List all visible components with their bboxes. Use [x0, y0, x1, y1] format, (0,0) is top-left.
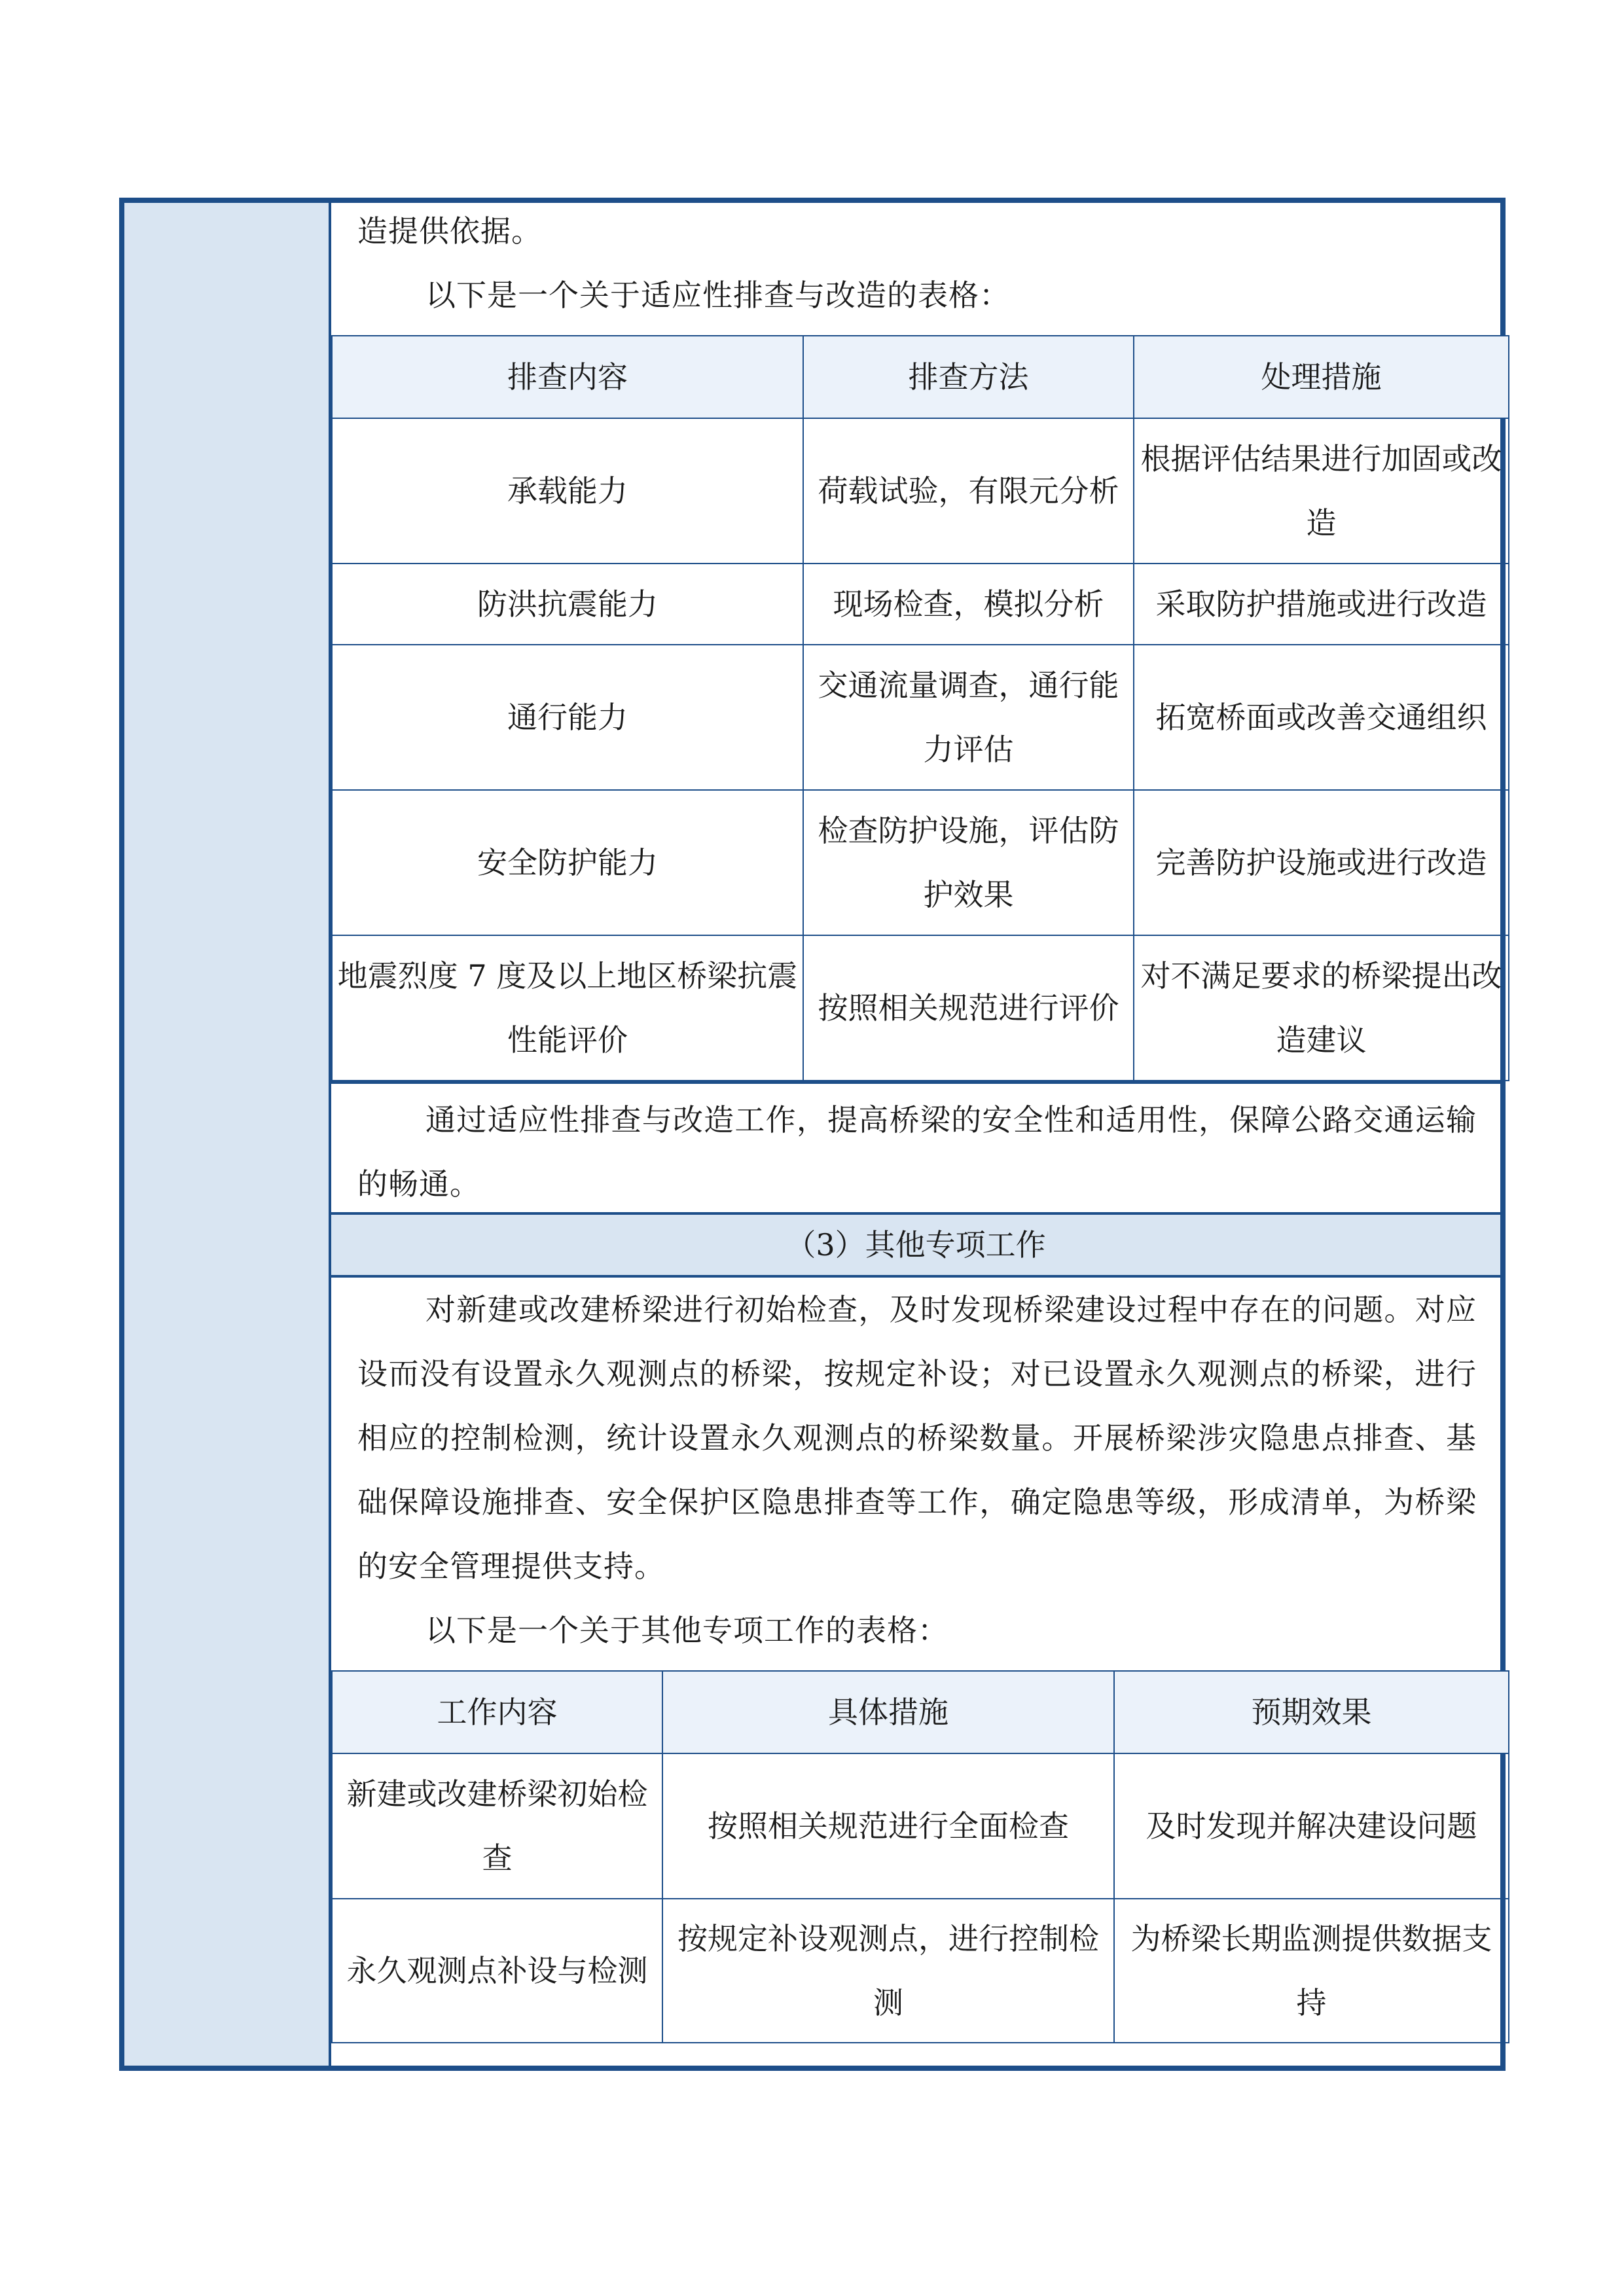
- summary-paragraph: 通过适应性排查与改造工作，提高桥梁的安全性和适用性，保障公路交通运输的畅通。: [331, 1081, 1500, 1212]
- table-cell: 地震烈度 7 度及以上地区桥梁抗震性能评价: [332, 935, 803, 1081]
- table-cell: 对不满足要求的桥梁提出改造建议: [1134, 935, 1509, 1081]
- table-header-cell: 具体措施: [662, 1671, 1114, 1753]
- table2-intro: 以下是一个关于其他专项工作的表格：: [425, 1613, 948, 1648]
- table-cell: 按照相关规范进行全面检查: [662, 1753, 1114, 1899]
- table-header-cell: 处理措施: [1134, 336, 1509, 418]
- table-row: [332, 418, 1509, 564]
- table-cell: 根据评估结果进行加固或改造: [1134, 418, 1509, 564]
- table-header-row: [332, 336, 1509, 418]
- document-frame: [119, 198, 1506, 2071]
- content-column: [331, 203, 1500, 2066]
- table-row: [332, 935, 1509, 1081]
- table-row: [332, 645, 1509, 790]
- special-work-table: [331, 1670, 1509, 2043]
- table-row: [332, 790, 1509, 935]
- table-cell: 检查防护设施，评估防护效果: [803, 790, 1134, 935]
- table-header-cell: 排查内容: [332, 336, 803, 418]
- table-cell: 安全防护能力: [332, 790, 803, 935]
- table-cell: 现场检查，模拟分析: [803, 564, 1134, 645]
- table-header-cell: 工作内容: [332, 1671, 662, 1753]
- adaptability-table: [331, 335, 1509, 1081]
- table-cell: 防洪抗震能力: [332, 564, 803, 645]
- table-cell: 拓宽桥面或改善交通组织: [1134, 645, 1509, 790]
- intro-line-1: 造提供依据。: [357, 213, 542, 249]
- table-cell: 承载能力: [332, 418, 803, 564]
- table-header-cell: 排查方法: [803, 336, 1134, 418]
- table-header-cell: 预期效果: [1114, 1671, 1509, 1753]
- table-cell: 交通流量调查，通行能力评估: [803, 645, 1134, 790]
- table1-intro: 以下是一个关于适应性排查与改造的表格：: [425, 278, 1010, 313]
- section-heading: （3）其他专项工作: [331, 1212, 1500, 1278]
- table-row: [332, 564, 1509, 645]
- table-row: [332, 1899, 1509, 2043]
- table-cell: 完善防护设施或进行改造: [1134, 790, 1509, 935]
- table-cell: 按规定补设观测点，进行控制检测: [662, 1899, 1114, 2043]
- table-cell: 为桥梁长期监测提供数据支持: [1114, 1899, 1509, 2043]
- table-cell: 新建或改建桥梁初始检查: [332, 1753, 662, 1899]
- table-cell: 永久观测点补设与检测: [332, 1899, 662, 2043]
- table-header-row: [332, 1671, 1509, 1753]
- table-cell: 采取防护措施或进行改造: [1134, 564, 1509, 645]
- table-cell: 按照相关规范进行评价: [803, 935, 1134, 1081]
- table-cell: 荷载试验，有限元分析: [803, 418, 1134, 564]
- side-column: [124, 203, 331, 2066]
- table-cell: 及时发现并解决建设问题: [1114, 1753, 1509, 1899]
- table-row: [332, 1753, 1509, 1899]
- section-body: 对新建或改建桥梁进行初始检查，及时发现桥梁建设过程中存在的问题。对应设而没有设置永久观测点的桥梁，按规定补设；对已设置永久观测点的桥梁，进行相应的控制检测，统计设置永久观测点的桥梁数量。开展桥梁涉灾隐患点排查、基础保障设施排查、安全保护区隐患排查等工作，确定隐患等级，形成清单，为桥梁的安全管理提供支持。: [357, 1292, 1477, 1584]
- table-cell: 通行能力: [332, 645, 803, 790]
